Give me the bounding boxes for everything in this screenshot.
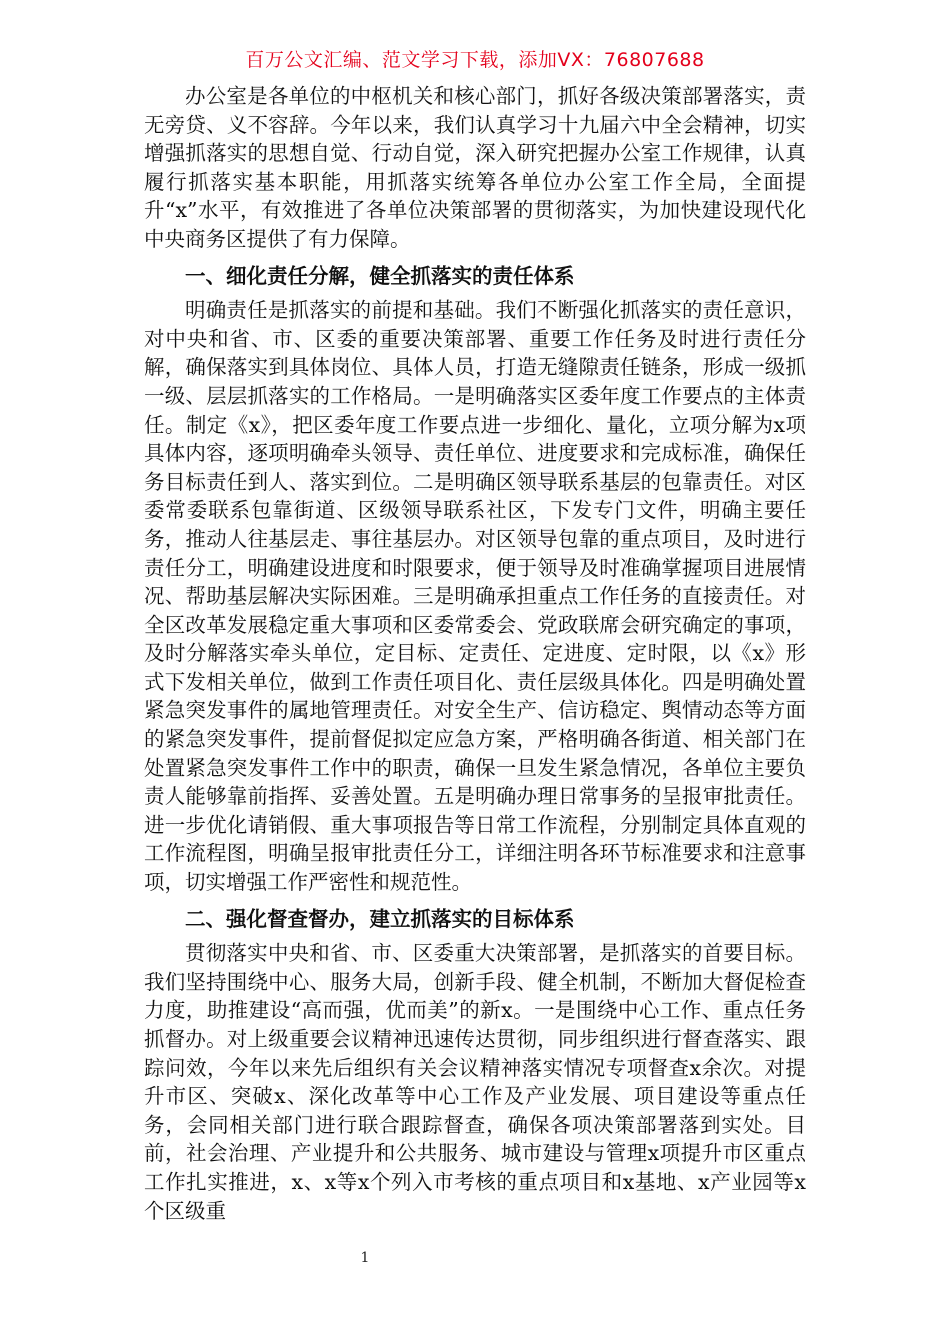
section-1-heading: 一、细化责任分解，健全抓落实的责任体系 <box>185 263 575 288</box>
document-body <box>144 82 806 1225</box>
section-2-paragraph: 贯彻落实中央和省、市、区委重大决策部署，是抓落实的首要目标。我们坚持围绕中心、服务大局，创新手段、健全机制，不断加大督促检查力度，助推建设“高而强，优而美”的新x。一是围绕中心工作、重点任务抓督办。对上级重要会议精神迅速传达贯彻，同步组织进行督查落实、跟踪问效，今年以来先后组织有关会议精神落实情况专项督查x余次。对提升市区、突破x、深化改革等中心工作及产业发展、项目建设等重点任务，会同相关部门进行联合跟踪督查，确保各项决策部署落到实处。目前，社会治理、产业提升和公共服务、城市建设与管理x项提升市区重点工作扎实推进，x、x等x个列入市考核的重点项目和x基地、x产业园等x个区级重 <box>144 941 806 1223</box>
intro-paragraph: 办公室是各单位的中枢机关和核心部门，抓好各级决策部署落实，责无旁贷、义不容辞。今年以来，我们认真学习十九届六中全会精神，切实增强抓落实的思想自觉、行动自觉，深入研究把握办公室工作规律，认真履行抓落实基本职能，用抓落实统筹各单位办公室工作全局，全面提升“x”水平，有效推进了各单位决策部署的贯彻落实，为加快建设现代化中央商务区提供了有力保障。 <box>144 84 806 251</box>
watermark-banner: 百万公文汇编、范文学习下载，添加VX：76807688 <box>245 49 705 71</box>
section-2-heading: 二、强化督查督办，建立抓落实的目标体系 <box>185 906 575 931</box>
section-1-paragraph: 明确责任是抓落实的前提和基础。我们不断强化抓落实的责任意识，对中央和省、市、区委的重要决策部署、重要工作任务及时进行责任分解，确保落实到具体岗位、具体人员，打造无缝隙责任链条，形成一级抓一级、层层抓落实的工作格局。一是明确落实区委年度工作要点的主体责任。制定《x》，把区委年度工作要点进一步细化、量化，立项分解为x项具体内容，逐项明确牵头领导、责任单位、进度要求和完成标准，确保任务目标责任到人、落实到位。二是明确区领导联系基层的包靠责任。对区委常委联系包靠街道、区级领导联系社区，下发专门文件，明确主要任务，推动人往基层走、事往基层办。对区领导包靠的重点项目，及时进行责任分工，明确建设进度和时限要求，便于领导及时准确掌握项目进展情况、帮助基层解决实际困难。三是明确承担重点工作任务的直接责任。对全区改革发展稳定重大事项和区委常委会、党政联席会研究确定的事项，及时分解落实牵头单位，定目标、定责任、定进度、定时限，以《x》形式下发相关单位，做到工作责任项目化、责任层级具体化。四是明确处置紧急突发事件的属地管理责任。对安全生产、信访稳定、舆情动态等方面的紧急突发事件，提前督促拟定应急方案，严格明确各街道、相关部门在处置紧急突发事件工作中的职责，确保一旦发生紧急情况，各单位主要负责人能够靠前指挥、妥善处置。五是明确办理日常事务的呈报审批责任。进一步优化请销假、重大事项报告等日常工作流程，分别制定具体直观的工作流程图，明确呈报审批责任分工，详细注明各环节标准要求和注意事项，切实增强工作严密性和规范性。 <box>144 298 806 895</box>
page-number: 1 <box>360 1250 370 1266</box>
